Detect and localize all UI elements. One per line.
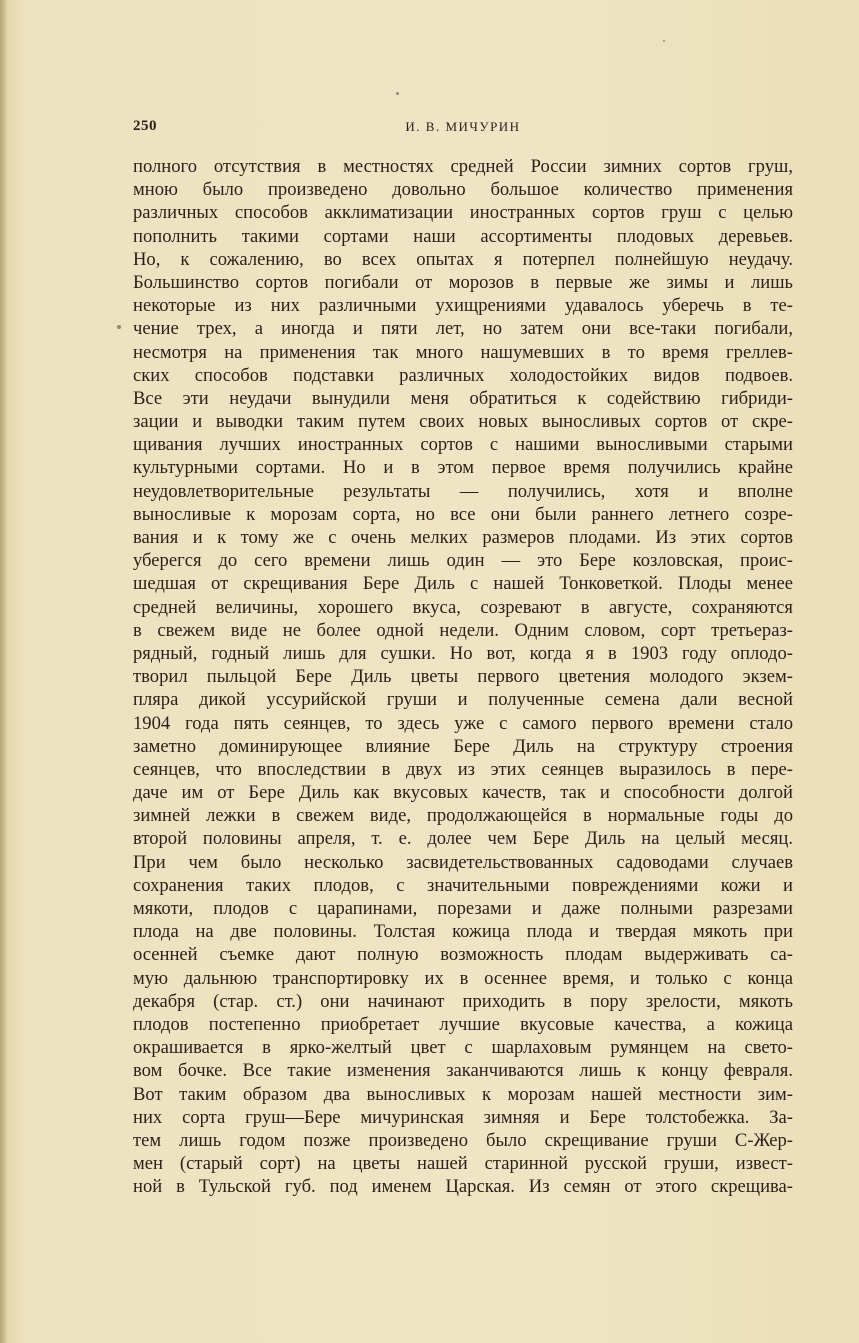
- text-line: уберегся до сего времени лишь один — это Бере козловская, проис-: [133, 550, 793, 572]
- text-line: неудовлетворительные результаты — получились, хотя и вполне: [133, 480, 793, 502]
- text-line: выносливые к морозам сорта, но все они были раннего летнего созре-: [133, 503, 793, 525]
- text-line: шедшая от скрещивания Бере Диль с нашей Тонковеткой. Плоды менее: [133, 573, 793, 595]
- text-line: плода на две половины. Толстая кожица плода и твердая мякоть при: [133, 921, 793, 943]
- text-line: Большинство сортов погибали от морозов в первые же зимы и лишь: [133, 271, 793, 293]
- text-line: мякоти, плодов с царапинами, порезами и даже полными разрезами: [133, 898, 793, 919]
- body-text: [133, 155, 793, 1198]
- text-line: плодов постепенно приобретает лучшие вкусовые качества, а кожица: [133, 1013, 793, 1035]
- text-line: 1904 года пять сеянцев, то здесь уже с самого первого времени стало: [133, 712, 793, 734]
- text-line: мною было произведено довольно большое количество применения: [133, 179, 793, 201]
- text-line: зации и выводки таким путем своих новых выносливых сортов от скре-: [133, 411, 793, 433]
- text-line: второй половины апреля, т. е. долее чем Бере Диль на целый месяц.: [133, 828, 793, 850]
- text-line: мен (старый сорт) на цветы нашей старинной русской груши, извест-: [133, 1153, 793, 1175]
- text-line: некоторые из них различными ухищрениями удавалось уберечь в те-: [133, 295, 793, 317]
- text-line: творил пыльцой Бере Диль цветы первого цветения молодого экзем-: [133, 666, 793, 688]
- text-line: ских способов подставки различных холодостойких видов подвоев.: [133, 364, 793, 386]
- text-line: Все эти неудачи вынудили меня обратиться к содействию гибриди-: [133, 387, 793, 409]
- print-speck: [117, 325, 121, 329]
- text-line: сеянцев, что впоследствии в двух из этих сеянцев выразилось в пере-: [133, 758, 793, 780]
- text-line: средней величины, хорошего вкуса, созревают в августе, сохраняются: [133, 596, 793, 618]
- text-line: даче им от Бере Диль как вкусовых качеств, так и способности долгой: [133, 782, 793, 804]
- text-line: полного отсутствия в местностях средней России зимних сортов груш,: [133, 156, 793, 177]
- text-line: окрашивается в ярко-желтый цвет с шарлаховым румянцем на свето-: [133, 1037, 793, 1059]
- text-line: пляра дикой уссурийской груши и полученные семена дали весной: [133, 689, 793, 711]
- text-line: При чем было несколько засвидетельствованных садоводами случаев: [133, 851, 793, 873]
- text-line: декабря (стар. ст.) они начинают приходить в пору зрелости, мякоть: [133, 990, 793, 1012]
- page-header: [133, 118, 793, 138]
- text-line: мую дальнюю транспортировку их в осеннее время, и только с конца: [133, 967, 793, 989]
- text-line: Вот таким образом два выносливых к морозам нашей местности зим-: [133, 1083, 793, 1105]
- text-line: несмотря на применения так много нашумевших в то время греллев-: [133, 341, 793, 363]
- text-line: пополнить такими сортами наши ассортименты плодовых деревьев.: [133, 225, 793, 247]
- print-speck: [396, 92, 399, 95]
- running-head: И. В. МИЧУРИН: [405, 119, 521, 134]
- print-speck: [663, 40, 665, 42]
- text-line: щивания лучших иностранных сортов с нашими выносливыми старыми: [133, 434, 793, 456]
- text-line: них сорта груш—Бере мичуринская зимняя и Бере толстобежка. За-: [133, 1106, 793, 1128]
- text-line: осенней съемке дают полную возможность плодам выдерживать са-: [133, 944, 793, 966]
- text-line: заметно доминирующее влияние Бере Диль на структуру строения: [133, 735, 793, 757]
- text-line: Но, к сожалению, во всех опытах я потерпел полнейшую неудачу.: [133, 248, 793, 270]
- text-line: ной в Тульской губ. под именем Царская. Из семян от этого скрещива-: [133, 1176, 793, 1198]
- text-line: вания и к тому же с очень мелких размеров плодами. Из этих сортов: [133, 527, 793, 548]
- page-spine-shadow: [0, 0, 6, 1343]
- text-line: чение трех, а иногда и пяти лет, но затем они все-таки погибали,: [133, 318, 793, 340]
- page-number: 250: [133, 118, 157, 134]
- text-line: сохранения таких плодов, с значительными повреждениями кожи и: [133, 874, 793, 896]
- text-line: тем лишь годом позже произведено было скрещивание груши С-Жер-: [133, 1129, 793, 1151]
- text-line: в свежем виде не более одной недели. Одним словом, сорт третьераз-: [133, 619, 793, 641]
- text-line: зимней лежки в свежем виде, продолжающейся в нормальные годы до: [133, 805, 793, 827]
- text-line: культурными сортами. Но и в этом первое время получились крайне: [133, 457, 793, 479]
- text-line: вом бочке. Все такие изменения заканчиваются лишь к концу февраля.: [133, 1060, 793, 1082]
- text-line: рядный, годный лишь для сушки. Но вот, когда я в 1903 году оплодо-: [133, 642, 793, 664]
- text-line: различных способов акклиматизации иностранных сортов груш с целью: [133, 202, 793, 224]
